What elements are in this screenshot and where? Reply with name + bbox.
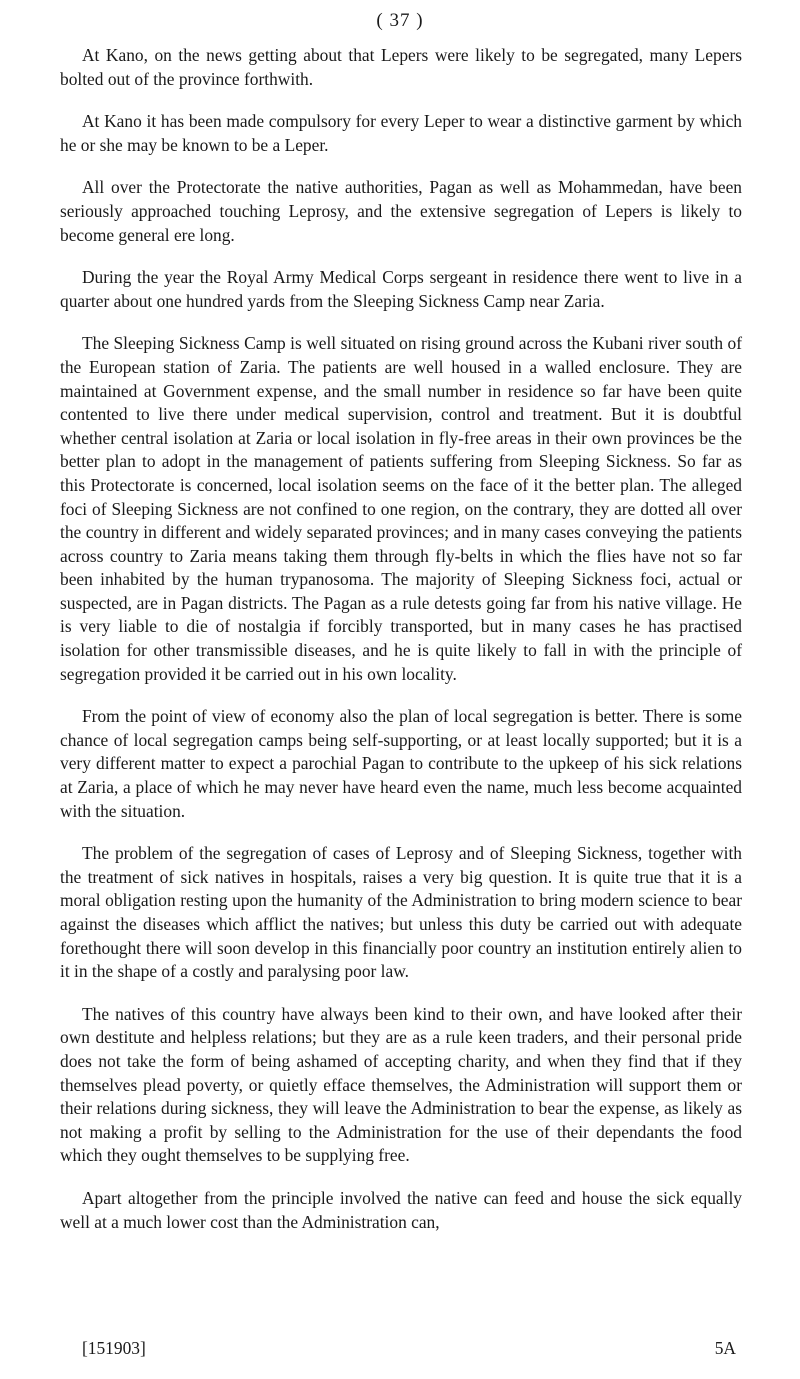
paragraph: At Kano it has been made compulsory for every Leper to wear a distinctive garment by which he or she may be known to be a Leper. (60, 111, 742, 155)
page-footer (82, 1338, 736, 1359)
paragraph: During the year the Royal Army Medical Corps sergeant in residence there went to live in a quarter about one hundred yards from the Sleeping Sickness Camp near Zaria. (60, 267, 742, 311)
paragraph: From the point of view of economy also the plan of local segregation is better. There is some chance of local segregation camps being self-supporting, or at least locally supported; but it is a very different matter to expect a parochial Pagan to contribute to the upkeep of his sick relations at Zaria, a place of which he may never have heard even the name, much less become acquainted with the situation. (60, 706, 742, 821)
paragraph: Apart altogether from the principle involved the native can feed and house the sick equally well at a much lower cost than the Administration can, (60, 1187, 742, 1232)
paragraph: The Sleeping Sickness Camp is well situated on rising ground across the Kubani river south of the European station of Zaria. The patients are well housed in a walled enclosure. They are maintained at Government expense, and the small number in residence so far have been quite contented to live there under medical supervision, control and treatment. But it is doubtful whether central isolation at Zaria or local isolation in fly-free areas in their own provinces be the better plan to adopt in the management of patients suffering from Sleeping Sickness. So far as this Protectorate is concerned, local isolation seems on the face of it the better plan. The alleged foci of Sleeping Sickness are not confined to one region, on the contrary, they are dotted all over the country in different and widely separated provinces; and in many cases conveying the patients across country to Zaria means taking them through fly-belts in which the flies have not so far been inhabited by the human trypanosoma. The majority of Sleeping Sickness foci, actual or suspected, are in Pagan districts. The Pagan as a rule detests going far from his native village. He is very liable to die of nostalgia if forcibly transported, but in many cases he has practised isolation for other transmissible diseases, and he is quite likely to fall in with the principle of segregation provided it be carried out in his own locality. (60, 333, 742, 684)
paragraph: At Kano, on the news getting about that Lepers were likely to be segregated, many Lepers bolted out of the province forthwith. (60, 45, 742, 89)
print-code: [151903] (82, 1338, 146, 1358)
page-number: ( 37 ) (376, 10, 424, 31)
paragraph: All over the Protectorate the native authorities, Pagan as well as Mohammedan, have been seriously approached touching Leprosy, and the extensive segregation of Lepers is likely to become general ere long. (60, 177, 742, 245)
paragraph: The natives of this country have always been kind to their own, and have looked after their own destitute and helpless relations; but they are as a rule keen traders, and their personal pride does not take the form of being ashamed of accepting charity, and when they find that if they themselves plead poverty, or quietly efface themselves, the Administration will support them or their relations during sickness, they will leave the Administration to bear the expense, as likely as not making a profit by selling to the Administration for the use of their dependants the food which they ought themselves to be supplying free. (60, 1003, 742, 1166)
paragraph: The problem of the segregation of cases of Leprosy and of Sleeping Sickness, together with the treatment of sick natives in hospitals, raises a very big question. It is quite true that it is a moral obligation resting upon the humanity of the Administration to bring modern science to bear against the diseases which afflict the natives; but unless this duty be carried out with adequate forethought there will soon develop in this financially poor country an institution entirely alien to it in the shape of a costly and paralysing poor law. (60, 843, 742, 982)
signature-mark: 5A (714, 1338, 736, 1358)
body-text (60, 44, 742, 1253)
